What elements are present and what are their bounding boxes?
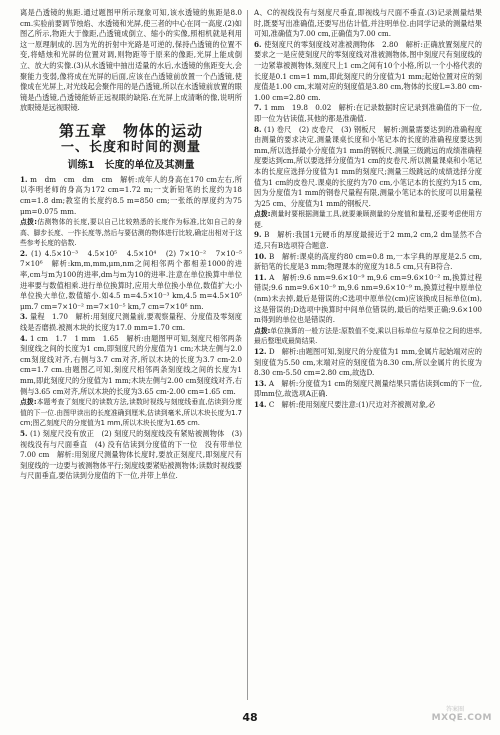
tip-label: 点拨: [254, 210, 271, 219]
column-divider [247, 10, 248, 700]
answer-item [20, 334, 242, 398]
chapter-title: 第五章 物体的运动 [58, 121, 203, 140]
left-column [20, 8, 250, 482]
watermark-caption: 答案圈 [445, 706, 464, 713]
item-text: (1) 4.5×10⁻³ 4.5×10⁵ 4.5×10⁴ (2) 7×10⁻² 7×10⁻⁵ 7×10⁶ 解析:km,m,mm,μm,nm之间相邻两个都相差1000的进率,cm与m为100的进率,dm与m为10的进率.注意在单位换算中单位进率要与数值相乘.进行单位换算时,应用大单位换小单位,数值扩大;小单位换大单位,数值缩小.如4.5 m=4.5×10⁻³ km,4.5 m=4.5×10⁵ μm.7 cm=7×10⁻² m=7×10⁻⁵ km,7 cm=7×10⁶ nm. [20, 248, 250, 311]
item-text: A 解析:9.6 nm=9.6×10⁻⁹ m,9.6 cm=9.6×10⁻² m,换算过程错误;9.6 nm=9.6×10⁻⁹ m,9.6 nm=9.6×10⁻⁹ m,换算过程中原单位(nm)未去掉,最后是错误的;C选项中原单位(cm)应该换成目标单位(m),这是错误的;D选项中换算时中间单位错误的,最后的结果正确;9.6×100 m得到的单位也是错误的. [254, 272, 482, 325]
page-number: 48 [242, 711, 258, 724]
tip-label: 点拨: [20, 398, 37, 407]
answer-item [254, 273, 482, 326]
item-text: 单位换算的一般方法是:原数值不变,乘以目标单位与原单位之间的进率,最后整理成最简结果. [254, 326, 482, 346]
item-text: B 解析:我国1元硬币的厚度最接近于2 mm,2 cm,2 dm显然不合适,只有B选项符合题意. [254, 230, 482, 251]
tip-note [20, 217, 242, 249]
item-number: 8. [254, 124, 262, 134]
tip-note [254, 209, 482, 230]
answer-item [20, 175, 242, 217]
answer-item [20, 428, 250, 482]
item-text: 1 mm 19.8 0.02 解析:在记录数据时应记录到准确值的下一位,即一位为估读值,其他的都是准确值. [254, 103, 482, 123]
item-text: m dm cm dm cm 解析:成年人的身高在170 cm左右,所以李明老师的身高为172 cm=1.72 m;一支新铅笔的长度约为18 cm=1.8 dm;教室的长度约8.5 m=850 cm;一张纸的厚度约为75 μm=0.075 mm. [20, 174, 242, 216]
tip-note [254, 326, 482, 347]
item-text: 1 cm 1.7 1 mm 1.65 解析:由题图甲可知,刻度尺相邻两条刻度线之间的长度为1 cm,即刻度尺的分度值为1 cm;木块左侧与2.0 cm刻度线对齐,右侧与3.7 cm对齐,所以木块的长度为3.7 cm-2.0 cm=1.7 cm.由题图乙可知,刻度尺相邻两条刻度线之间的长度为1 mm,即此刻度尺的分度值为1 mm;木块左侧与2.00 cm刻度线对齐,右侧与3.65 cm对齐,所以木块的长度为3.65 cm-2.00 cm=1.65 cm. [20, 333, 242, 396]
item-text: 使刻度尺的零刻度线对准被测物体 2.80 解析:正确放置刻度尺的要求之一是应使刻度尺的零刻度线对准被测物体,图中刻度尺有刻度线的一边紧靠被测物体,刻度尺上1 cm之间有10个小格,所以一个小格代表的长度是0.1 cm=1 mm,即此刻度尺的分度值为1 mm;起始位置对应的刻度值是1.00 cm,末端对应的刻度值是3.80 cm,物体的长度L=3.80 cm-1.00 cm=2.80 cm. [254, 39, 482, 102]
answer-item [254, 347, 482, 379]
item-text: 量程 1.70 解析:用刻度尺测量前,要观察量程、分度值及零刻度线是否磨损.被测木块的长度为17.0 mm=1.70 cm. [20, 312, 242, 333]
item-text: D 解析:由题图可知,刻度尺的分度值为1 mm,金属片起始端对应的刻度值为5.50 cm,末端对应的刻度值为8.30 cm,所以金属片的长度为8.30 cm-5.50 cm=2.80 cm,故选D. [254, 347, 482, 378]
answer-item [20, 248, 250, 313]
item-number: 6. [254, 39, 262, 49]
item-number: 9. [254, 230, 262, 240]
item-text: A 解析:分度值为1 cm的刻度尺测量结果只需估读到cm的下一位,即mm位,故选项A正确. [254, 378, 482, 399]
answer-item [254, 40, 482, 104]
item-number: 11. [254, 272, 267, 282]
watermark-logo: MXQE.COM [431, 713, 492, 723]
item-text: 测量时要根据测量工具,就要兼顾测量的分度值和量程,还要考虑使用方便. [254, 210, 482, 229]
answer-item [254, 125, 482, 210]
answer-item [254, 379, 482, 400]
item-text: (1) 卷尺 (2) 皮卷尺 (3) 钢板尺 解析:测量需要达到的准确程度由测量的要求决定,测量课桌长度和小笔记本的长度的准确程度要达到mm,所以选择最小分度值为1 mm的钢板尺.测量三级跳远的成绩准确程度要达到cm,所以要选择分度值为1 cm的皮卷尺.所以测量课桌和小笔记本的长度应选择分度值为1 mm的刻度尺;测量三级跳远的成绩选择分度值为1 cm的皮卷尺.课桌的长度约为70 cm,小笔记本的长度约为15 cm,因为分度值为1 mm的钢卷尺量程有限,测量小笔记本的长度可以用量程为25 cm、分度值为1 mm的钢板尺. [254, 124, 482, 208]
answer-item [254, 230, 482, 251]
item-number: 12. [254, 347, 267, 356]
item-number: 13. [254, 378, 267, 388]
answer-item [254, 103, 482, 124]
item-number: 3. [20, 312, 28, 322]
item-text: 本题考查了刻度尺的读数方法,读数时视线与刻度线垂直,估读到分度值的下一位.由图甲读出的长度准确到厘米,估读到毫米,所以木块长度为1.7 cm;图乙刻度尺的分度值为1 mm,所以木块长度为1.65 cm. [20, 398, 243, 428]
tip-label: 点拨: [20, 218, 38, 227]
answer-item [254, 400, 482, 411]
answer-item [20, 312, 242, 333]
answer-list-right [254, 8, 482, 411]
right-column [254, 8, 482, 411]
item-text: B 解析:课桌的高度约80 cm=0.8 m,一本字典的厚度是2.5 cm,新铅笔的长度是3 mm;物理课本的宽度为18.5 cm,只有B符合. [254, 251, 482, 272]
item-text: 估测物体的长度,要以自己比较熟悉的长度作为标准,比如自己的身高、脚步长度、一拃长度等,然后与要估测的物体进行比较,确定出相对于这些参考长度的倍数. [20, 218, 243, 248]
training-title: 训练1 长度的单位及其测量 [67, 160, 195, 172]
item-number: 7. [254, 103, 262, 113]
item-number: 1. [20, 174, 28, 184]
answer-list-left [20, 174, 250, 482]
item-number: 10. [254, 251, 267, 261]
item-number: 2. [20, 248, 28, 258]
item-text: C 解析:使用刻度尺要注意:(1)尺边对齐被测对象,必 [268, 399, 436, 409]
section-title: 一、长度和时间的测量 [60, 139, 201, 155]
answer-item [254, 8, 482, 40]
item-number: 4. [20, 333, 28, 343]
item-text: A、C的视线没有与刻度尺垂直,即视线与尺面不垂直.(3)记录测量结果时,既要写出准确值,还要写出估计值,并注明单位.由同学记录的测量结果可知,准确值为7.00 cm,正确值为7.00 cm. [254, 8, 482, 39]
tip-note [20, 397, 242, 429]
answer-item [254, 252, 482, 273]
intro-paragraph: 离是凸透镜的焦距.通过题图甲所示现象可知,该水透镜的焦距是8.0 cm.实验前要调节烛焰、水透镜和光屏,使三者的中心在同一高度.(2)如图乙所示,物距大于像距,凸透镜成倒立、缩小的实像,照相机就是利用这一原理制成的.因为光的折射中光路是可逆的,保持凸透镜的位置不变,将蜡烛和光屏的位置对调,则物距等于原来的像距,光屏上能成倒立、放大的实像.(3)从水透镜中抽出适量的水后,水透镜的焦距变大,会聚能力变弱,像将成在光屏的后面,应该在凸透镜前放置一个凸透镜,使像成在光屏上,对光线起会聚作用的是凸透镜,所以在水透镜前放置的眼镜是凸透镜,凸透镜能矫正远视眼的缺陷.在光屏上成清晰的像,说明所放眼镜是远视眼镜. [20, 8, 242, 113]
item-text: (1) 刻度尺没有放正 (2) 刻度尺的刻度线没有紧贴被测物体 (3) 视线没有与尺面垂直 (4) 没有估读到分度值的下一位 没有带单位 7.00 cm 解析:用刻度尺测量物体长度时,要放正刻度尺,即刻度尺有刻度线的一边要与被测物体平行;刻度线要紧贴被测物体;读数时视线要与尺面垂直,要估读到分度值的下一位,并带上单位. [20, 428, 250, 481]
tip-label: 点拨: [254, 326, 271, 335]
item-number: 5. [20, 428, 28, 438]
item-number: 14. [254, 399, 267, 409]
